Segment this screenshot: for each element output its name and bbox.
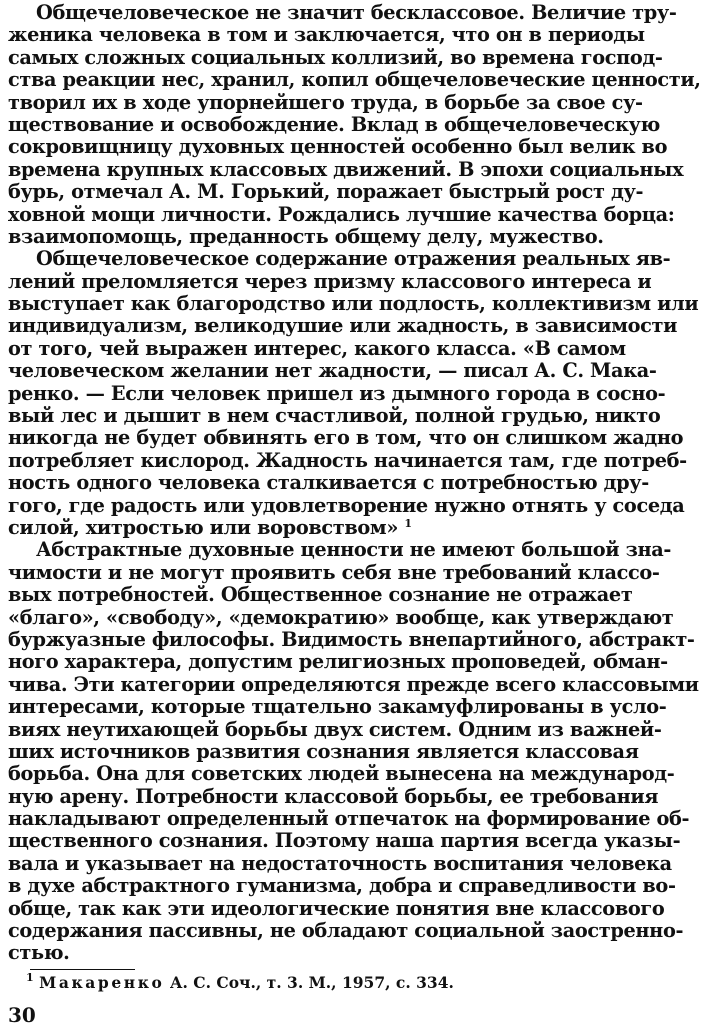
text-line — [8, 829, 681, 853]
text-line — [8, 45, 663, 69]
text-line — [8, 942, 614, 964]
text-line-content: потребляет кислород. Жадность начинается там, где потреб- — [8, 448, 687, 472]
text-line-content: ную арену. Потребности классовой борьбы, ее требования — [8, 784, 659, 808]
text-line-content: никогда не будет обвинять его в том, что он слишком жадно — [8, 426, 684, 450]
text-line — [8, 784, 659, 808]
text-line — [8, 135, 668, 159]
text-line — [8, 919, 684, 943]
text-line-content: интересами, которые тщательно закамуфлированы в усло- — [8, 695, 667, 719]
text-line-content: сокровищницу духовных ценностей особенно был велик во — [8, 135, 668, 159]
text-line — [8, 90, 643, 114]
text-line — [8, 583, 633, 607]
text-line-content: индивидуализм, великодушие или жадность, в зависимости — [8, 314, 678, 338]
text-line — [8, 269, 652, 293]
text-line — [8, 650, 668, 674]
text-line — [8, 314, 678, 338]
text-line-content: гого, где радость или удовлетворение нужно отнять у соседа — [8, 493, 685, 517]
text-line — [8, 247, 671, 271]
text-line-content: чива. Эти категории определяются прежде всего классовыми — [8, 672, 699, 696]
text-line — [8, 695, 667, 719]
text-line-content: ренко. — Если человек пришел из дымного города в сосно- — [8, 381, 666, 405]
text-line-content: борьба. Она для советских людей вынесена на международ- — [8, 762, 675, 786]
text-line — [8, 112, 660, 136]
text-line — [8, 359, 657, 383]
footnote-author: Макаренко — [39, 973, 165, 992]
text-line-content: ность одного человека сталкивается с потребностью дру- — [8, 471, 649, 495]
text-line — [8, 448, 687, 472]
text-line-content: Общечеловеческое содержание отражения реальных яв- — [36, 247, 671, 271]
text-line-content: бурь, отмечал А. М. Горький, поражает быстрый рост ду- — [8, 180, 644, 204]
text-line — [8, 739, 639, 763]
text-line-content: ховной мощи личности. Рождались лучшие качества борца: — [8, 202, 675, 226]
text-line-content: лений преломляется через призму классового интереса и — [8, 269, 652, 293]
text-line-content: в духе абстрактного гуманизма, добра и справедливости во- — [8, 874, 676, 898]
text-line-content: чимости и не могут проявить себя вне требований классо- — [8, 560, 660, 584]
text-line-content: вала и указывает на недостаточность воспитания человека — [8, 851, 672, 875]
text-line — [8, 672, 699, 696]
text-line — [8, 23, 645, 47]
text-line-content: накладывают определенный отпечаток на формирование об- — [8, 807, 690, 831]
text-line — [8, 896, 665, 920]
text-line-content: человеческом желании нет жадности, — писал А. С. Мака- — [8, 359, 657, 383]
text-line-content: ства реакции нес, хранил, копил общечеловеческие ценности, — [8, 68, 701, 92]
text-line-content: содержания пассивны, не обладают социальной заостренно- — [8, 919, 684, 943]
text-line-content: самых сложных социальных коллизий, во времена господ- — [8, 45, 663, 69]
footnote — [26, 972, 454, 994]
text-line — [8, 560, 660, 584]
text-line-content: женика человека в том и заключается, что он в периоды — [8, 23, 645, 47]
text-line-content: вый лес и дышит в нем счастливой, полной грудью, никто — [8, 404, 661, 428]
text-line-content: Абстрактные духовные ценности не имеют большой зна- — [36, 538, 672, 562]
paragraph — [8, 538, 699, 965]
body-text — [8, 1, 701, 965]
text-line-content: выступает как благородство или подлость, коллективизм или — [8, 292, 699, 316]
text-line — [8, 851, 672, 875]
text-line — [8, 627, 695, 651]
text-line-content: обще, так как эти идеологические понятия вне классового — [8, 896, 665, 920]
paragraph — [8, 1, 701, 248]
paragraph — [8, 247, 699, 539]
text-line — [8, 538, 672, 562]
text-line — [8, 426, 684, 450]
text-line — [8, 292, 699, 316]
text-line — [8, 762, 675, 786]
footnote-citation: А. С. Соч., т. 3. М., 1957, с. 334. — [169, 973, 454, 992]
text-line — [8, 1, 677, 24]
text-line — [8, 180, 644, 204]
text-line-content: виях неутихающей борьбы двух систем. Одним из важней- — [8, 717, 662, 741]
text-line-content: вых потребностей. Общественное сознание не отражает — [8, 583, 633, 607]
text-line-content: ного характера, допустим религиозных проповедей, обман- — [8, 650, 668, 674]
footnote-number: 1 — [26, 971, 34, 984]
text-line-content: щественного сознания. Поэтому наша партия всегда указы- — [8, 829, 681, 853]
footnote-separator — [30, 969, 135, 970]
text-line-content: творил их в ходе упорнейшего труда, в борьбе за свое су- — [8, 90, 643, 114]
text-line — [8, 471, 649, 495]
text-line — [8, 404, 661, 428]
text-line-content: взаимопомощь, преданность общему делу, мужество. — [8, 224, 604, 248]
text-line-content: времена крупных классовых движений. В эпохи социальных — [8, 157, 684, 181]
text-line — [8, 381, 666, 405]
text-line — [8, 717, 662, 741]
text-line — [8, 517, 614, 539]
text-line-content: Общечеловеческое не значит бесклассовое. Величие тру- — [36, 1, 677, 24]
text-line-content: от того, чей выражен интерес, какого класса. «В самом — [8, 336, 626, 360]
text-line-content: ществование и освобождение. Вклад в общечеловеческую — [8, 112, 660, 136]
text-line-content: силой, хитростью или воровством» — [8, 515, 399, 539]
text-line — [8, 336, 626, 360]
text-line — [8, 157, 684, 181]
text-line-content: «благо», «свободу», «демократию» вообще, как утверждают — [8, 605, 674, 629]
text-line — [8, 68, 701, 92]
text-line — [8, 226, 614, 248]
text-line — [8, 202, 675, 226]
text-line — [8, 605, 674, 629]
text-line-content: буржуазные философы. Видимость внепартийного, абстракт- — [8, 627, 695, 651]
page-number: 30 — [8, 1003, 36, 1027]
text-line — [8, 807, 690, 831]
text-line — [8, 493, 685, 517]
text-line-content: ших источников развития сознания является классовая — [8, 739, 639, 763]
text-line-content: стью. — [8, 941, 70, 965]
footnote-reference: 1 — [404, 516, 412, 530]
text-line — [8, 874, 676, 898]
